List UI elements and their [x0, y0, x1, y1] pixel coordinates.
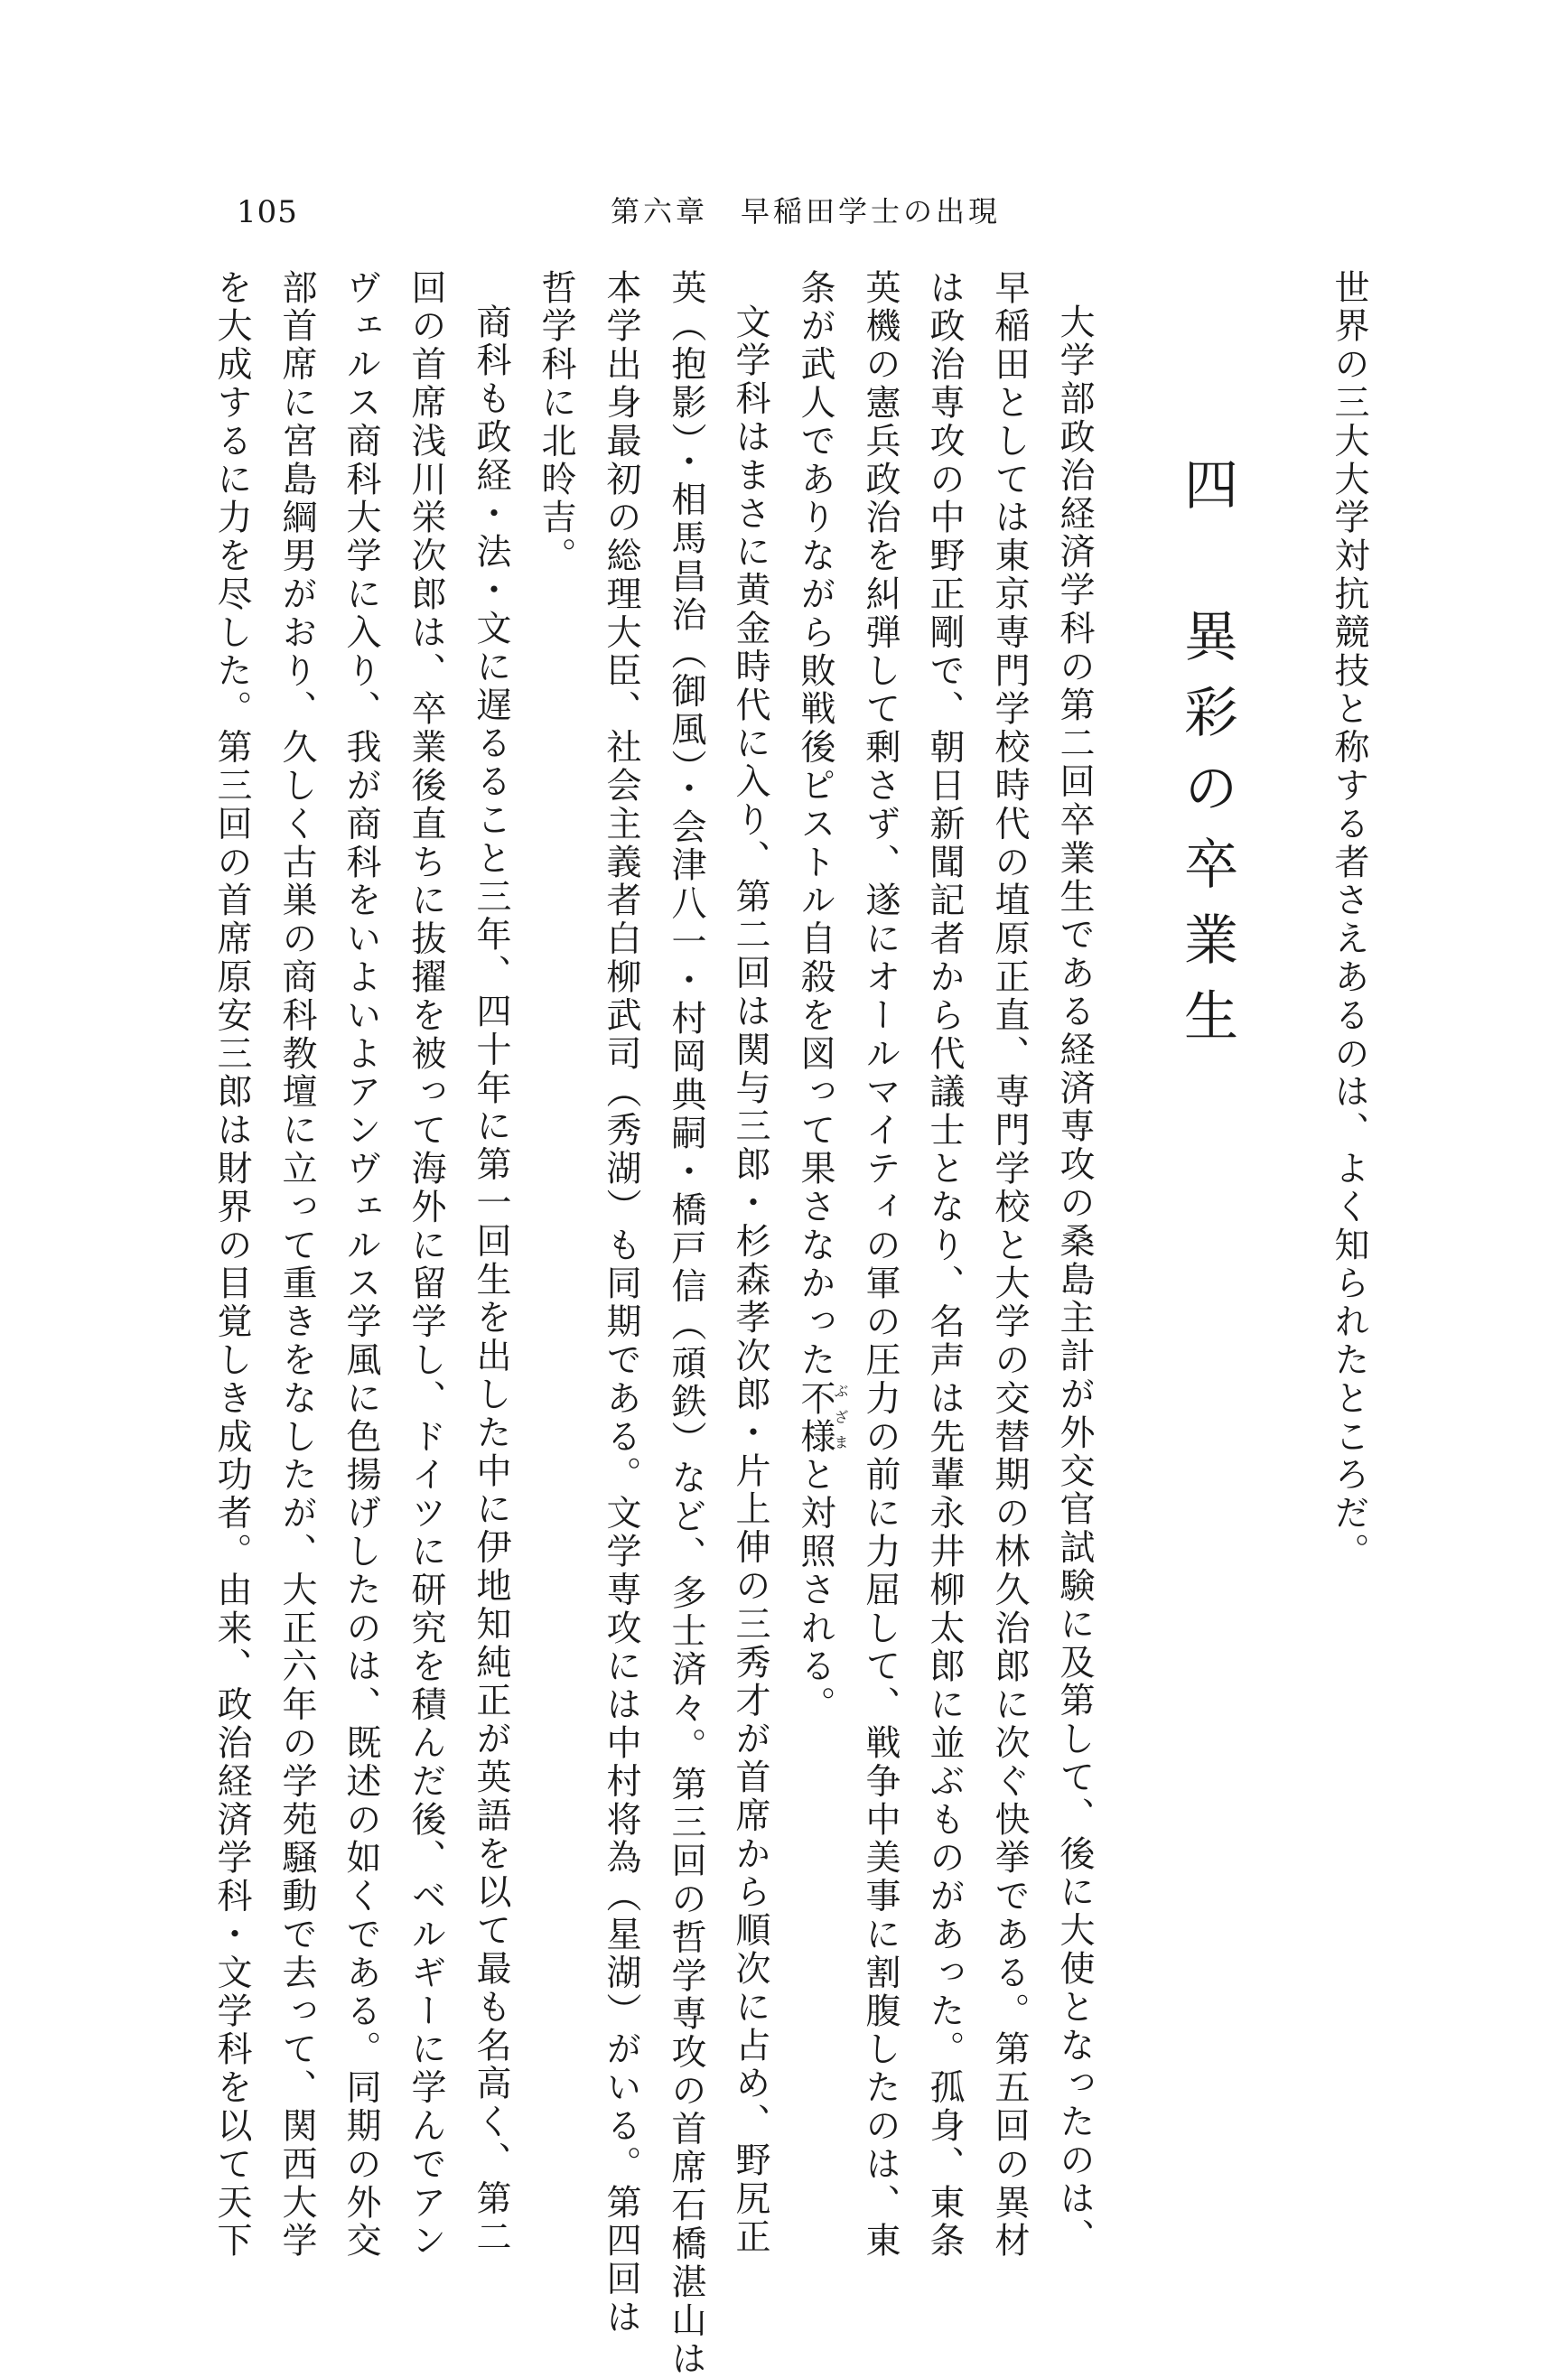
text-column: 早稲田としては東京専門学校時代の埴原正直、専門学校と大学の交替期の林久治郎に次ぐ快挙である。第五回の異材	[989, 269, 1030, 2261]
text-column: を大成するに力を尽した。第三回の首席原安三郎は財界の目覚しき成功者。由来、政治経済学科・文学科を以て天下	[211, 269, 252, 2261]
text-column: 本学出身最初の総理大臣、社会主義者白柳武司（秀湖）も同期である。文学専攻には中村将為（星湖）がいる。第四回は	[601, 269, 641, 2337]
text-column: 文学科はまさに黄金時代に入り、第二回は関与三郎・杉森孝次郎・片上伸の三秀才が首席から順次に占め、野尻正	[730, 303, 770, 2257]
text-column: 哲学科に北昤吉。	[536, 269, 576, 576]
page-number: 105	[237, 194, 298, 230]
section-heading: 四 異彩の卒業生	[1175, 456, 1238, 1063]
ruby-annotation: 不様ぶざま	[795, 1379, 849, 1457]
text-column: 英（抱影）・相馬昌治（御風）・会津八一・村岡典嗣・橋戸信（頑鉄）など、多士済々。第三回の哲学専攻の首席石橋湛山は	[666, 269, 706, 2378]
text-column: 回の首席浅川栄次郎は、卒業後直ちに抜擢を被って海外に留学し、ドイツに研究を積んだ後、ベルギーに学んでアン	[406, 269, 446, 2261]
text-column: ヴェルス商科大学に入り、我が商科をいよいよアンヴェルス学風に色揚げしたのは、既述の如くである。同期の外交	[341, 269, 381, 2261]
text-column: 世界の三大大学対抗競技と称する者さえあるのは、よく知られたところだ。	[1329, 269, 1369, 1571]
running-head: 第六章 早稲田学士の出現	[611, 194, 1002, 228]
text-column: 英機の憲兵政治を糾弾して剰さず、遂にオールマイティの軍の圧力の前に力屈して、戦争中美事に割腹したのは、東	[860, 269, 901, 2261]
text-column: 商科も政経・法・文に遅るること三年、四十年に第一回生を出した中に伊地知純正が英語を以て最も名高く、第二	[471, 303, 511, 2257]
text-column: 部首席に宮島綱男がおり、久しく古巣の商科教壇に立って重きをなしたが、大正六年の学苑騒動で去って、関西大学	[276, 269, 317, 2261]
text-column: は政治専攻の中野正剛で、朝日新聞記者から代議士となり、名声は先輩永井柳太郎に並ぶものがあった。孤身、東条	[924, 269, 965, 2261]
ruby-reading: ぶざま	[832, 1379, 849, 1457]
text-column: 条が武人でありながら敗戦後ピストル自殺を図って果さなかった不様ぶざまと対照される。	[795, 269, 849, 1725]
text-column: 大学部政治経済学科の第二回卒業生である経済専攻の桑島主計が外交官試験に及第して、後に大使となったのは、	[1054, 303, 1095, 2257]
